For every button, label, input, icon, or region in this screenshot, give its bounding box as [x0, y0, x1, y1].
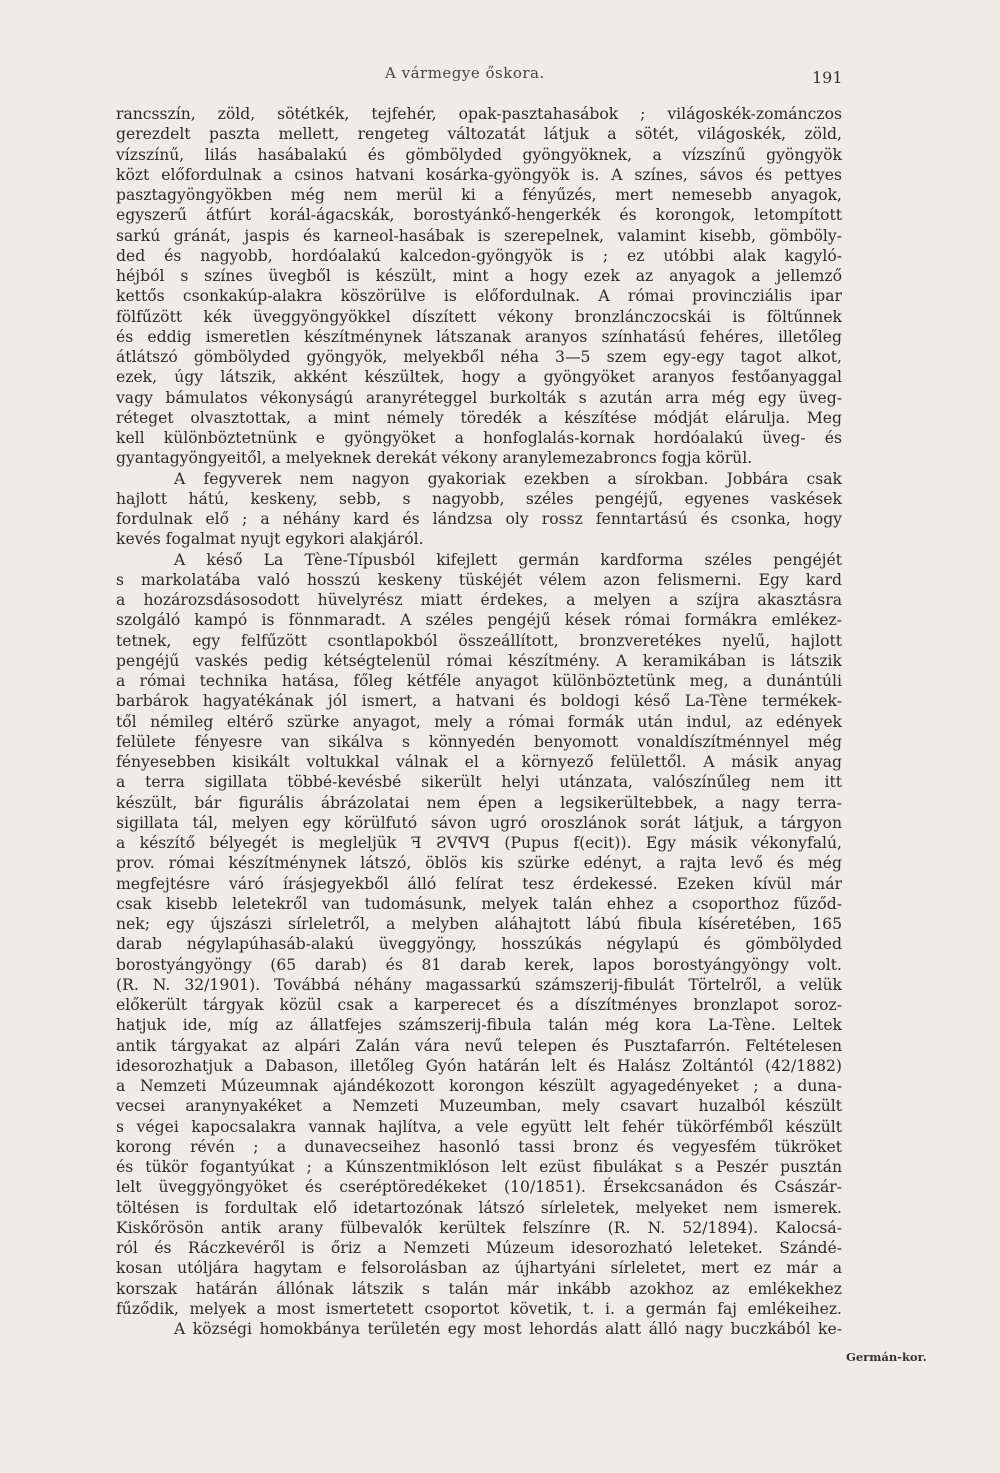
text-line: kettős csonkakúp-alakra köszörülve is előfordulnak. A római provincziális ipar — [116, 287, 842, 306]
text-line: darab négylapúhasáb-alakú üveggyöngy, hosszúkás négylapú és gömbölyded — [116, 935, 842, 954]
text-line: pasztagyöngyökben még nem merül ki a fényűzés, mert nemesebb anyagok, — [116, 186, 842, 204]
text-line: lelt üveggyöngyöket és cseréptöredékeket (10/1851). Érsekcsanádon és Császár- — [116, 1178, 842, 1197]
text-line: réteget olvasztottak, a mint némely töredék a készítése módját elárulja. Meg — [116, 408, 842, 427]
text-line: készült, bár figurális ábrázolatai nem épen a legsikerültebbek, a nagy terra- — [116, 793, 842, 812]
text-line: és tükör fogantyúkat ; a Kúnszentmiklóson lelt ezüst fibulákat s a Peszér pusztán — [116, 1158, 842, 1176]
text-line: gerezdelt paszta mellett, rengeteg változatát látjuk a sötét, világoskék, zöld, — [116, 125, 842, 144]
text-line: töltésen is fordultak elő idetartozónak látszó sírleletek, melyeket nem ismerek. — [116, 1198, 842, 1217]
text-line: borostyángyöngy (65 darab) és 81 darab kerek, lapos borostyángyöngy volt. — [116, 955, 842, 974]
text-line: antik tárgyakat az alpári Zalán vára nevű telepen és Pusztafarrón. Feltételesen — [116, 1036, 842, 1055]
text-line: sarkú gránát, jaspis és karneol-hasábak is szerepelnek, valamint kisebb, gömböly- — [116, 226, 842, 245]
text-line: a készítő bélyegét is megleljük ꟻ ƧVꟼVꟼ (Pupus f(ecit)). Egy másik vékonyfalú, — [116, 834, 842, 852]
text-line: korszak határán állónak látszik s talán már inkább azokhoz az emlékekhez — [116, 1279, 842, 1298]
text-line: pengéjű vaskés pedig kétségtelenül római készítmény. A keramikában is látszik — [116, 651, 842, 670]
text-line: fényesebben kisikált voltukkal válnak el a környező felülettől. A másik anyag — [116, 753, 842, 771]
text-line: barbárok hagyatékának jól ismert, a hatvani és boldogi késő La-Tène termékek- — [116, 692, 842, 711]
text-line: tetnek, egy felfűzött csontlapokból összeállított, bronzveretékes nyelű, hajlott — [116, 631, 842, 650]
text-line: a Nemzeti Múzeumnak ajándékozott korongon készült agyagedényeket ; a duna- — [116, 1077, 842, 1095]
text-line: egyszerű átfúrt korál-ágacskák, borostyánkő-hengerkék és korongok, letompított — [116, 206, 842, 225]
text-line: ról és Ráczkevéről is őriz a Nemzeti Múzeum idesorozható leleteket. Szándé- — [116, 1239, 842, 1257]
text-line: átlátszó gömbölyded gyöngyök, melyekből néha 3—5 szem egy-egy tagot alkot, — [116, 348, 842, 366]
text-line: hajlott hátú, keskeny, sebb, s nagyobb, széles pengéjű, egyenes vaskések — [116, 489, 842, 508]
text-line: sigillata tál, melyen egy körülfutó sávon ugró oroszlánok sorát látjuk, a tárgyon — [116, 813, 842, 832]
text-line: s markolatába való hosszú keskeny tüskéjét vélem azon felismerni. Egy kard — [116, 570, 842, 589]
text-line: a hozározsdásosodott hüvelyrész miatt érdekes, a melyen a szíjra akasztásra — [116, 591, 842, 609]
text-line: szolgáló kampó is fönnmaradt. A széles pengéjű kések római formákra emlékez- — [116, 611, 842, 630]
text-line: A fegyverek nem nagyon gyakoriak ezekben a sírokban. Jobbára csak — [174, 469, 842, 488]
text-line: közt előfordulnak a csinos hatvani kosárka-gyöngyök is. A színes, sávos és pettyes — [116, 165, 842, 184]
text-line: megfejtésre váró írásjegyekből álló felírat tesz érdekessé. Ezeken kívül már — [116, 874, 842, 893]
text-line: felülete fényesre van sikálva s könnyedén benyomott vonaldíszítménnyel még — [116, 732, 842, 751]
text-line: a terra sigillata többé-kevésbé sikerült helyi utánzata, valószínűleg nem itt — [116, 773, 842, 792]
text-line: gyantagyöngyeitől, a melyeknek derekát vékony aranylemezabroncs fogja körül. — [116, 449, 753, 468]
text-line: (R. N. 32/1901). Továbbá néhány magassarkú számszerij-fibulát Törtelről, a velük — [116, 975, 842, 994]
text-line: vagy bámulatos vékonyságú aranyréteggel burkolták s azután arra még egy üveg- — [116, 388, 842, 407]
page-header — [0, 64, 1000, 88]
text-line: csak kisebb leletekről van tudomásunk, melyek talán ehhez a csoporthoz fűződ- — [116, 894, 842, 913]
text-line: kosan utóljára hagytam e felsorolásban az újhartyáni sírleletet, mert ez már a — [116, 1259, 842, 1278]
text-line: korong révén ; a dunavecseihez hasonló tassi bronz és vegyesfém tükröket — [116, 1137, 842, 1156]
text-line: fordulnak elő ; a néhány kard és lándzsa oly rossz fenntartású és csonka, hogy — [116, 510, 842, 528]
text-line: héjból s színes üvegből is készült, mint a hogy ezek az anyagok a jellemző — [116, 267, 842, 285]
text-line: kell különböztetnünk e gyöngyöket a honfoglalás-kornak hordóalakú üveg- és — [116, 429, 842, 447]
text-line: idesorozhatjuk a Dabason, illetőleg Gyón határán lelt és Halász Zoltántól (42/1882) — [116, 1056, 842, 1075]
text-line: Kiskőrösön antik arany fülbevalók kerültek felszínre (R. N. 52/1894). Kalocsá- — [116, 1218, 842, 1237]
text-line: ezek, úgy látszik, akként készültek, hogy a gyöngyöket aranyos festőanyaggal — [116, 368, 842, 387]
text-line: prov. római készítménynek látszó, öblös kis szürke edényt, a rajta levő és még — [116, 854, 842, 873]
page-number: 191 — [812, 68, 843, 87]
marginal-note: Germán-kor. — [846, 1350, 927, 1364]
text-line: s végei kapocsalakra vannak hajlítva, a vele együtt lelt fehér tükörfémből készült — [116, 1117, 842, 1136]
text-line: vecsei aranynyakéket a Nemzeti Muzeumban, mely csavart huzalból készült — [116, 1097, 842, 1116]
text-line: kevés fogalmat nyujt egykori alakjáról. — [116, 530, 424, 549]
text-line: fűződik, melyek a most ismertetett csoportot követik, t. i. a germán faj emlékeihez. — [116, 1299, 842, 1318]
text-line: és eddig ismeretlen készítménynek látszanak aranyos színhatású fehéres, illetőleg — [116, 327, 842, 346]
body-text — [116, 104, 842, 1339]
text-line: rancsszín, zöld, sötétkék, tejfehér, opak-pasztahasábok ; világoskék-zománczos — [116, 105, 842, 123]
text-line: ded és nagyobb, hordóalakú kalcedon-gyöngyök is ; ez utóbbi alak kagyló- — [116, 246, 842, 265]
text-line: től némileg eltérő szürke anyagot, mely a római formák után indul, az edények — [116, 712, 842, 731]
running-head: A vármegye őskora. — [385, 64, 545, 82]
text-line: nek; egy újszászi sírleletről, a melyben aláhajtott lábú fibula kíséretében, 165 — [116, 915, 842, 933]
text-line: A községi homokbánya területén egy most lehordás alatt álló nagy buczkából ke- — [174, 1320, 842, 1338]
text-line: hatjuk ide, míg az állatfejes számszerij-fibula talán még kora La-Tène. Leltek — [116, 1016, 842, 1035]
text-line: vízszínű, lilás hasábalakú és gömbölyded gyöngyöknek, a vízszínű gyöngyök — [116, 145, 842, 164]
text-line: fölfűzött kék üveggyöngyökkel díszített vékony bronzlánczocskái is föltűnnek — [116, 307, 842, 326]
text-line: előkerült tárgyak közül csak a karperecet és a díszítményes bronzlapot soroz- — [116, 996, 842, 1014]
text-line: a római technika hatása, főleg kétféle anyagot különböztetünk meg, a dunántúli — [116, 672, 842, 690]
text-line: A késő La Tène-Típusból kifejlett germán kardforma széles pengéjét — [174, 550, 842, 569]
